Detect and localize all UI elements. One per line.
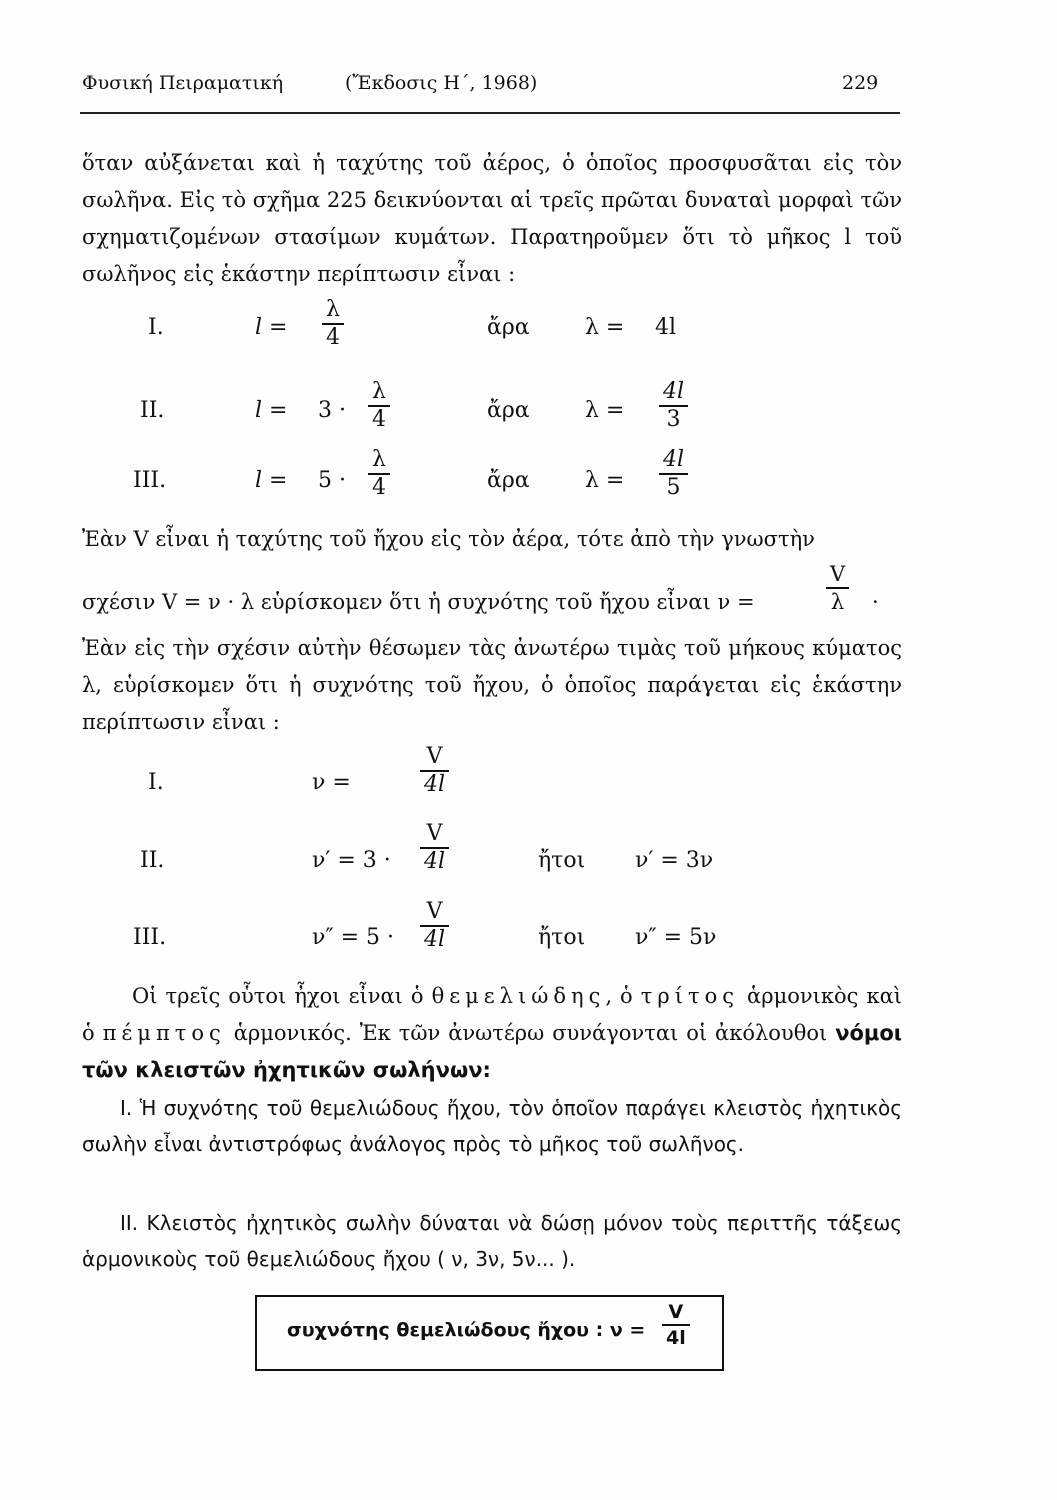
case-label: II. bbox=[140, 848, 165, 873]
equation-lhs: ν″ = 5 · bbox=[312, 925, 394, 950]
fraction-denominator: 3 bbox=[666, 406, 681, 432]
sound-line-1: Ἐὰν V εἶναι ἡ ταχύτης τοῦ ἤχου εἰς τὸν ἀέρα, τότε ἀπὸ τὴν γνωστὴν bbox=[82, 527, 815, 551]
fraction-denominator: 4l bbox=[666, 1326, 686, 1349]
fraction-denominator: 4 bbox=[372, 474, 386, 500]
fifth-term: πέμπτος bbox=[102, 1021, 226, 1045]
equation-fraction bbox=[368, 448, 390, 500]
case-label: II. bbox=[140, 398, 165, 423]
fraction-denominator: 4 bbox=[326, 324, 340, 350]
harmonics-text: Οἱ τρεῖς οὗτοι ἦχοι εἶναι ὁ bbox=[132, 984, 432, 1008]
fraction-numerator: λ bbox=[372, 379, 386, 404]
etoi-word: ἤτοι bbox=[538, 848, 586, 873]
equation-lhs: ν′ = 3 · bbox=[312, 848, 391, 873]
frequency-fraction bbox=[826, 562, 849, 614]
equation-lhs: ν = bbox=[312, 770, 351, 795]
result-value: 4l bbox=[655, 315, 677, 340]
equation-coefficient: 5 · bbox=[318, 468, 346, 493]
sound-line-2: σχέσιν V = ν · λ εὑρίσκομεν ὅτι ἡ συχνότης τοῦ ἤχου εἶναι ν = bbox=[82, 590, 755, 614]
running-header-edition: (Ἔκδοσις Η΄, 1968) bbox=[345, 72, 538, 94]
fraction-numerator: 4l bbox=[663, 379, 685, 404]
equation-fraction bbox=[322, 298, 344, 350]
harmonics-text: , ὁ bbox=[605, 984, 641, 1008]
harmonics-text: ἁρμονικός. Ἐκ τῶν ἀνωτέρω συνάγονται οἱ ἀκόλουθοι bbox=[225, 1021, 836, 1045]
case-label: I. bbox=[148, 770, 164, 795]
header-rule bbox=[80, 112, 900, 114]
fraction-numerator: λ bbox=[326, 297, 340, 322]
fraction-denominator: 4l bbox=[424, 926, 446, 952]
equation-lhs: l = bbox=[255, 398, 288, 423]
equation-coefficient: 3 · bbox=[318, 398, 346, 423]
frequency-paragraph: Ἐὰν εἰς τὴν σχέσιν αὐτὴν θέσωμεν τὰς ἀνωτέρω τιμὰς τοῦ μήκους κύματος λ, εὑρίσκομεν ὅτι ἡ συχνότης τοῦ ἤχου, ὁ ὁποῖος παράγεται εἰς ἑκάστην περίπτωσιν εἶναι : bbox=[82, 636, 902, 734]
boxed-formula-label: συχνότης θεμελιώδους ἤχου : ν = bbox=[287, 1319, 646, 1341]
fraction-denominator: λ bbox=[830, 589, 845, 614]
boxed-formula-fraction bbox=[662, 1301, 690, 1349]
equation-result: ν″ = 5ν bbox=[635, 925, 717, 950]
equation-lhs: l = bbox=[255, 468, 288, 493]
running-header-title: Φυσική Πειραματική bbox=[82, 72, 284, 94]
result-lhs: λ = bbox=[585, 315, 625, 340]
equation-fraction bbox=[420, 900, 449, 952]
fraction-bar bbox=[662, 1324, 690, 1326]
result-fraction bbox=[659, 380, 688, 432]
third-term: τρίτος bbox=[640, 984, 739, 1008]
fraction-numerator: V bbox=[426, 899, 443, 924]
fraction-denominator: 4 bbox=[372, 406, 386, 432]
fraction-denominator: 4l bbox=[424, 771, 446, 797]
equation-fraction bbox=[368, 380, 390, 432]
equation-result: ν′ = 3ν bbox=[635, 848, 714, 873]
fundamental-term: θεμελιώδης bbox=[431, 984, 606, 1008]
laws-heading: νόμοι τῶν κλειστῶν ἠχητικῶν σωλήνων: bbox=[82, 1021, 902, 1082]
result-fraction bbox=[659, 448, 688, 500]
fraction-numerator: 4l bbox=[663, 447, 685, 472]
harmonics-text: ἁρμονικὸς καὶ ὁ bbox=[82, 984, 902, 1045]
harmonics-paragraph bbox=[82, 978, 902, 1089]
boxed-formula bbox=[255, 1295, 724, 1371]
result-lhs: λ = bbox=[585, 468, 625, 493]
fraction-numerator: V bbox=[426, 744, 443, 769]
etoi-word: ἤτοι bbox=[538, 925, 586, 950]
fraction-bar bbox=[826, 587, 849, 589]
result-lhs: λ = bbox=[585, 398, 625, 423]
law-1: I. Ἡ συχνότης τοῦ θεμελιώδους ἤχου, τὸν ὁποῖον παράγει κλειστὸς ἠχητικὸς σωλὴν εἶναι ἀντιστρόφως ἀνάλογος πρὸς τὸ μῆκος τοῦ σωλῆνος. bbox=[82, 1096, 902, 1156]
sound-line-tail: · bbox=[872, 590, 879, 614]
equation-fraction bbox=[420, 745, 449, 797]
ara-word: ἄρα bbox=[487, 398, 530, 423]
fraction-numerator: V bbox=[668, 1301, 684, 1323]
ara-word: ἄρα bbox=[487, 315, 530, 340]
fraction-denominator: 5 bbox=[666, 474, 681, 500]
case-label: I. bbox=[148, 315, 164, 340]
equation-fraction bbox=[420, 822, 449, 874]
ara-word: ἄρα bbox=[487, 468, 530, 493]
fraction-numerator: V bbox=[426, 821, 443, 846]
fraction-numerator: V bbox=[830, 562, 846, 586]
fraction-numerator: λ bbox=[372, 447, 386, 472]
equation-lhs: l = bbox=[255, 315, 288, 340]
fraction-denominator: 4l bbox=[424, 848, 446, 874]
case-label: III. bbox=[133, 468, 167, 493]
law-2: II. Κλειστὸς ἠχητικὸς σωλὴν δύναται νὰ δώσῃ μόνον τοὺς περιττῆς τάξεως ἁρμονικοὺς τοῦ θεμελιώδους ἤχου ( ν, 3ν, 5ν... ). bbox=[82, 1211, 902, 1271]
intro-paragraph: ὅταν αὐξάνεται καὶ ἡ ταχύτης τοῦ ἀέρος, ὁ ὁποῖος προσφυσᾶται εἰς τὸν σωλῆνα. Εἰς τὸ σχῆμα 225 δεικνύονται αἱ τρεῖς πρῶται δυναταὶ μορφαὶ τῶν σχηματιζομένων στασίμων κυμάτων. Παρατηροῦμεν ὅτι τὸ μῆκος l τοῦ σωλῆνος εἰς ἑκάστην περίπτωσιν εἶναι : bbox=[82, 151, 902, 286]
page-number: 229 bbox=[842, 72, 879, 94]
case-label: III. bbox=[133, 925, 167, 950]
